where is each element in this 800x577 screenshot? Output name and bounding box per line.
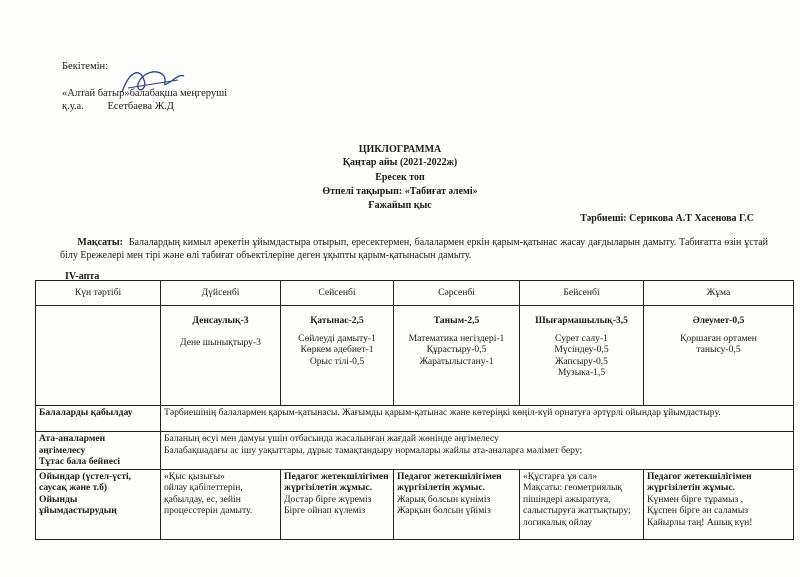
table-cell: Педагог жетекшілігімен жүргізілетін жұмыс. Жарық болсын күніміз Жарқын болсын үйіміз (394, 469, 520, 539)
table-row (36, 406, 794, 432)
group-line: Ересек топ (375, 172, 425, 183)
table-cell: «Қыс қызығы» ойлау қабілеттерін, қабылдау, ес, зейін процесстерін дамыту. (161, 469, 281, 539)
schedule-table (35, 280, 794, 540)
table-header-row (36, 281, 794, 306)
table-cell: Әлеумет-0,5 Қоршаған ортамен танысу-0,5 (644, 306, 794, 406)
goal-paragraph: Мақсаты: Балалардың кимыл әрекетін ұйымдастыра отырып, ересектермен, балалармен еркін қарым-қатынас жасау дағдыларын дамыту. Табиғатта өзін ұстай білу Ережелері мен тірі және өлі табиғат объектілеріне деген ұқыпты қарым-қатынасын дамыту. (60, 237, 769, 261)
column-header: Жұма (644, 281, 794, 306)
table-cell: Таным-2,5 Математика негіздері-1 Құрастыру-0,5 Жаратылыстану-1 (394, 306, 520, 406)
page-title: ЦИКЛОГРАММА (358, 144, 442, 155)
table-row (36, 469, 794, 539)
column-header: Дүйсенбі (161, 281, 281, 306)
row-label: Ойындар (үстел-үсті, саусақ және т.б) Ойынды ұйымдастырудың (36, 469, 161, 539)
table-cell: Денсаулық-3 Дене шынықтыру-3 (161, 306, 281, 406)
table-cell: «Құстарға ұя сал» Мақсаты: геометриялық пішіндері ажыратуға, салыстыруға жаттықтыру; логикалық ойлау (520, 469, 644, 539)
approval-line: «Алтай батыр»балабақша меңгерушi (62, 88, 228, 99)
table-row (36, 432, 794, 470)
table-cell (36, 306, 161, 406)
table-cell: Педагог жетекшілігімен жүргізілетін жұмыс. Достар бірге жүреміз Бірге ойнап күлеміз (281, 469, 394, 539)
column-header: Сейсенбі (281, 281, 394, 306)
row-label: Ата-аналармен әңгімелесу Тұтас бала бейнесі (36, 432, 161, 470)
table-cell: Баланың өсуі мен дамуы үшін отбасында жасалынған жағдай жөнінде әңгімелесу Балабақшадағы ас ішу уақыттары, дұрыс тамақтандыру нормалары жайлы ата-аналарға мәлімет беру; (161, 432, 794, 470)
approval-line: Бекітемін: (62, 61, 109, 72)
column-header: Бейсенбі (520, 281, 644, 306)
approval-line: қ.у.а. Есетбаева Ж.Д (62, 101, 174, 112)
column-header: Сәрсенбі (394, 281, 520, 306)
signature-icon (118, 62, 188, 102)
table-cell: Қатынас-2,5 Сөйлеуді дамыту-1 Көркем әдебиет-1 Орыс тілі-0,5 (281, 306, 394, 406)
subtheme-line: Ғажайып қыс (368, 200, 432, 211)
table-cell: Тәрбиешінің балалармен қарым-қатынасы. Жағымды қарым-қатынас және көтеріңкі көңіл-күй орнатуға әртүрлі ойындар ұйымдастыру. (161, 406, 794, 432)
column-header: Күн тәртібі (36, 281, 161, 306)
month-line: Қаңтар айы (2021-2022ж) (342, 157, 458, 168)
table-cell: Педагог жетекшілігімен жүргізілетін жұмыс. Күнмен бірге тұрамыз , Құспен бірге ән саламыз Қайырлы таң! Ашық күн! (644, 469, 794, 539)
table-cell: Шығармашылық-3,5 Сурет салу-1 Мүсіндеу-0,5 Жапсыру-0,5 Музыка-1,5 (520, 306, 644, 406)
theme-line: Өтпелі тақырып: «Табиғат әлемі» (322, 186, 478, 197)
teachers-line: Тәрбиеші: Серикова А.Т Хасенова Г.С (580, 213, 754, 224)
row-label: Балаларды қабылдау (36, 406, 161, 432)
table-row (36, 306, 794, 406)
week-label: IV-апта (65, 271, 100, 282)
